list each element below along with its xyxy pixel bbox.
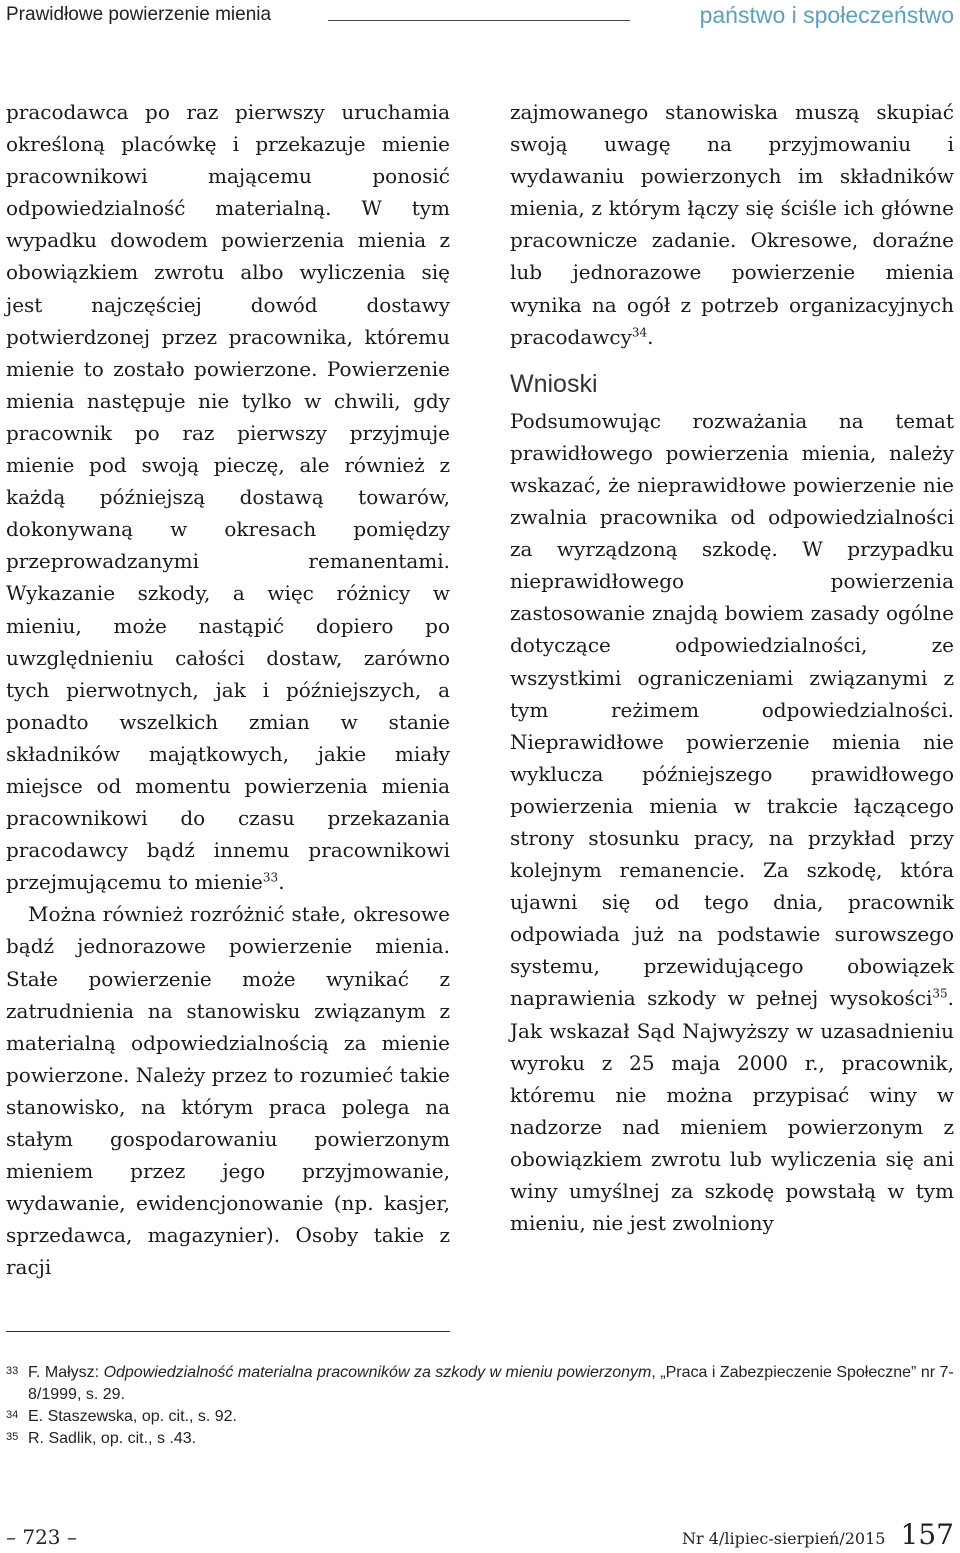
right-paragraph-2-text-b: . Jak wskazał Sąd Najwyższy w uzasadnieniu wyroku z 25 maja 2000 r., pracownik, któremu nie można przypisać winy w nadzorze nad mieniem powierzonym z obowiązkiem zwrotu lub wyliczenia się ani winy umyślnej za szkodę powstałą w tym mieniu, nie jest zwolniony: [510, 986, 954, 1236]
footnote-ref-34[interactable]: 34: [631, 325, 648, 339]
footnotes: [6, 1362, 954, 1450]
footnote-rule: [6, 1331, 450, 1332]
running-head-title: Prawidłowe powierzenie mienia: [6, 4, 272, 25]
right-paragraph-1-text: zajmowanego stanowiska muszą skupiać swoją uwagę na przyjmowaniu i wydawaniu powierzonych im składników mienia, z którym łączy się ściśle ich główne pracownicze zadanie. Okresowe, doraźne lub jednorazowe powierzenie mienia wynika na ogół z potrzeb organizacyjnych pracodawcy: [510, 100, 954, 349]
right-paragraph-2-text-a: Podsumowując rozważania na temat prawidłowego powierzenia mienia, należy wskazać, że nieprawidłowe powierzenie nie zwalnia pracownika od odpowiedzialności za wyrządzoną szkodę. W przypadku nieprawidłowego powierzenia zastosowanie znajdą bowiem zasady ogólne dotyczące odpowiedzialności, ze wszystkimi ograniczeniami związanymi z tym reżimem odpowiedzialności. Nieprawidłowe powierzenie mienia nie wyklucza późniejszego prawidłowego powierzenia mienia w trakcie łączącego strony stosunku pracy, na przykład przy kolejnym remanencie. Za szkodę, która ujawni się od tego dnia, pracownik odpowiada już na podstawie surowszego systemu, przewidującego obowiązek naprawienia szkody w pełnej wysokości: [510, 408, 954, 1011]
running-head-rule: [328, 20, 630, 21]
footer-page-number: 157: [900, 1518, 954, 1551]
right-paragraph-1: [510, 96, 954, 353]
footer-issue: Nr 4/lipiec-sierpień/2015: [682, 1529, 886, 1548]
footnote-text: R. Sadlik, op. cit., s .43.: [28, 1430, 197, 1447]
footnote-number: 33: [6, 1365, 19, 1377]
footnote-text: E. Staszewska, op. cit., s. 92.: [28, 1408, 237, 1425]
left-paragraph-1: [6, 96, 450, 898]
footnote-work-title: Odpowiedzialność materialna pracowników za szkody w mieniu powierzonym: [103, 1364, 652, 1381]
footnote-ref-35[interactable]: 35: [932, 986, 948, 1001]
footnote-number: 34: [6, 1409, 19, 1421]
right-column: [510, 96, 954, 1239]
left-paragraph-1-text: pracodawca po raz pierwszy uruchamia określoną placówkę i przekazuje mienie pracownikowi mającemu ponosić odpowiedzialność materialną. W tym wypadku dowodem powierzenia mienia z obowiązkiem zwrotu albo wyliczenia się jest najczęściej dowód dostawy potwierdzonej przez pracownika, któremu mienie to zostało powierzone. Powierzenie mienia następuje nie tylko w chwili, gdy pracownik po raz pierwszy przyjmuje mienie pod swoją pieczę, ale również z każdą późniejszą dostawą towarów, dokonywaną w okresach pomiędzy przeprowadzanymi remanentami. Wykazanie szkody, a więc różnicy w mieniu, może nastąpić dopiero po uwzględnieniu całości dostaw, zarówno tych pierwotnych, jak i późniejszych, a ponadto wszelkich zmian w stanie składników majątkowych, jakie miały miejsce od momentu powierzenia mienia pracownikowi do czasu przekazania pracodawcy bądź innemu pracownikowi przejmującemu to mienie: [6, 100, 450, 895]
footnote-number: 35: [6, 1431, 19, 1443]
left-column: [6, 96, 450, 1283]
running-head-section: państwo i społeczeństwo: [699, 2, 954, 28]
footnote-35: [6, 1428, 954, 1450]
footer-issue-info: [682, 1518, 954, 1551]
footnote-author: F. Małysz:: [28, 1364, 104, 1381]
running-head: [0, 0, 960, 34]
footer-page-number-global: – 723 –: [6, 1525, 77, 1549]
footnote-33: [6, 1362, 954, 1406]
left-paragraph-1-end: .: [278, 870, 285, 895]
footnote-ref-33[interactable]: 33: [262, 870, 279, 885]
section-heading-wnioski: Wnioski: [510, 369, 598, 398]
left-paragraph-2: Można również rozróżnić stałe, okresowe bądź jednorazowe powierzenie mienia. Stałe powierzenie może wynikać z zatrudnienia na stanowisku związanym z materialną odpowiedzialnością za mienie powierzone. Należy przez to rozumieć takie stanowisko, na którym praca polega na stałym gospodarowaniu powierzonym mieniem przez jego przyjmowanie, wydawanie, ewidencjonowanie (np. kasjer, sprzedawca, magazynier). Osoby takie z racji: [6, 902, 450, 1280]
footnote-source: , „Praca i Zabezpieczenie Społeczne” nr 7-8/1999, s. 29.: [28, 1364, 954, 1403]
right-paragraph-1-end: .: [647, 324, 654, 349]
footnote-34: [6, 1406, 954, 1428]
right-paragraph-2: [510, 405, 954, 1239]
